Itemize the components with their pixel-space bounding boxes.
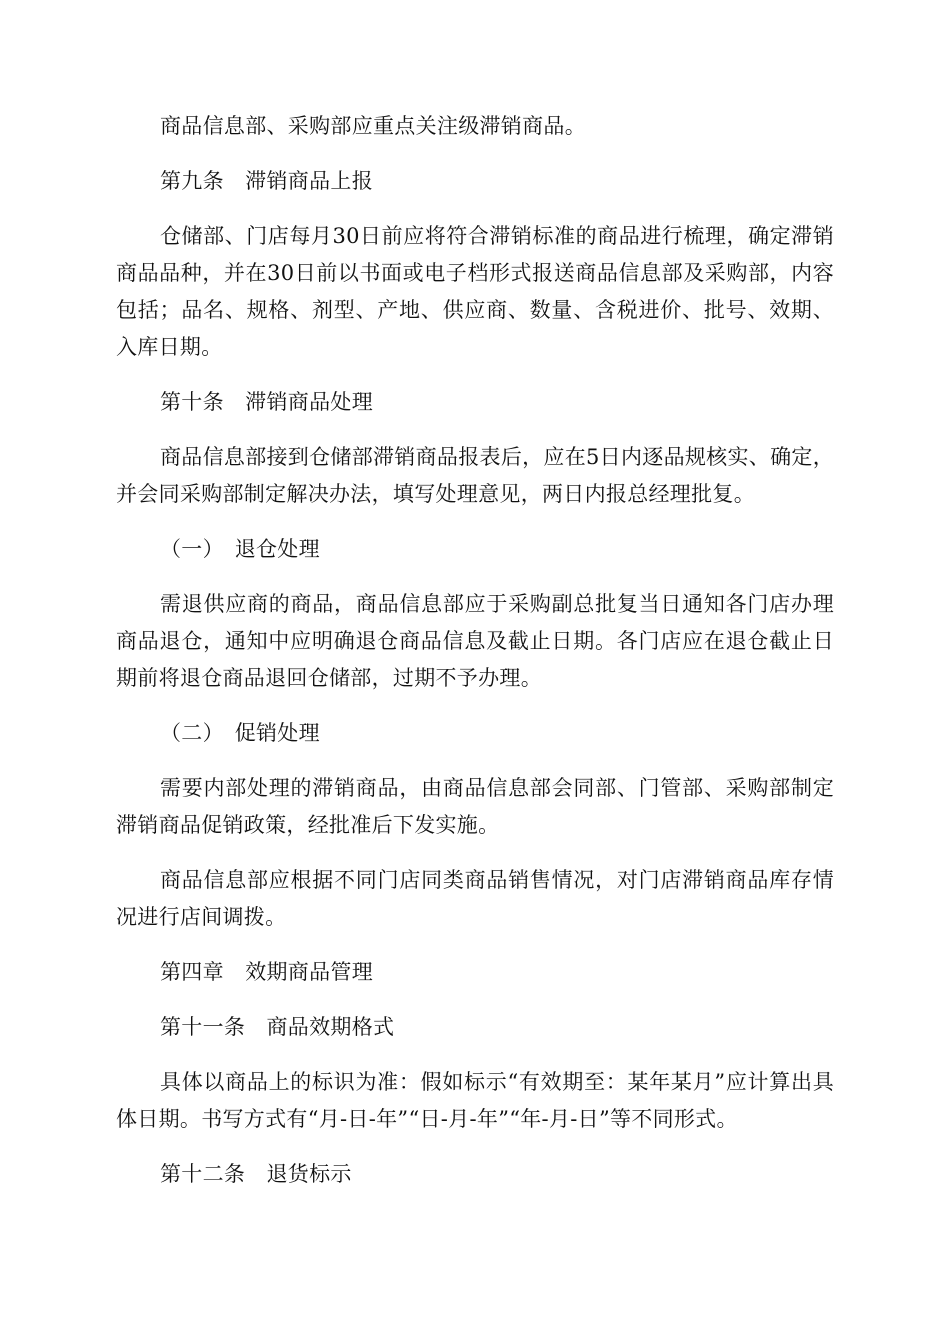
document-page (116, 108, 834, 1211)
chapter-4-heading: 第四章 效期商品管理 (160, 960, 373, 984)
article-11-heading: 第十一条 商品效期格式 (160, 1015, 395, 1039)
article-12-heading: 第十二条 退货标示 (160, 1162, 352, 1186)
paragraph-store-transfer: 商品信息部应根据不同门店同类商品销售情况，对门店滞销商品库存情况进行店间调拨。 (116, 868, 834, 929)
paragraph-focus-slow-moving: 商品信息部、采购部应重点关注级滞销商品。 (160, 114, 586, 138)
paragraph-expiry-format: 具体以商品上的标识为准：假如标示“有效期至：某年某月”应计算出具体日期。书写方式有“月-日-年”“日-月-年”“年-月-日”等不同形式。 (116, 1070, 834, 1131)
section-promotion-heading: （二） 促销处理 (160, 721, 320, 745)
paragraph-handle-slow-moving: 商品信息部接到仓储部滞销商品报表后，应在5日内逐品规核实、确定，并会同采购部制定解决办法，填写处理意见，两日内报总经理批复。 (116, 445, 834, 506)
article-10-heading: 第十条 滞销商品处理 (160, 390, 373, 414)
paragraph-report-slow-moving: 仓储部、门店每月30日前应将符合滞销标准的商品进行梳理，确定滞销商品品种，并在30日前以书面或电子档形式报送商品信息部及采购部，内容包括；品名、规格、剂型、产地、供应商、数量、含税进价、批号、效期、入库日期。 (116, 224, 834, 359)
section-return-heading: （一） 退仓处理 (160, 537, 320, 561)
paragraph-return-to-warehouse: 需退供应商的商品，商品信息部应于采购副总批复当日通知各门店办理商品退仓，通知中应明确退仓商品信息及截止日期。各门店应在退仓截止日期前将退仓商品退回仓储部，过期不予办理。 (116, 592, 834, 690)
article-9-heading: 第九条 滞销商品上报 (160, 169, 373, 193)
paragraph-promotion-policy: 需要内部处理的滞销商品，由商品信息部会同部、门管部、采购部制定滞销商品促销政策，经批准后下发实施。 (116, 776, 834, 837)
